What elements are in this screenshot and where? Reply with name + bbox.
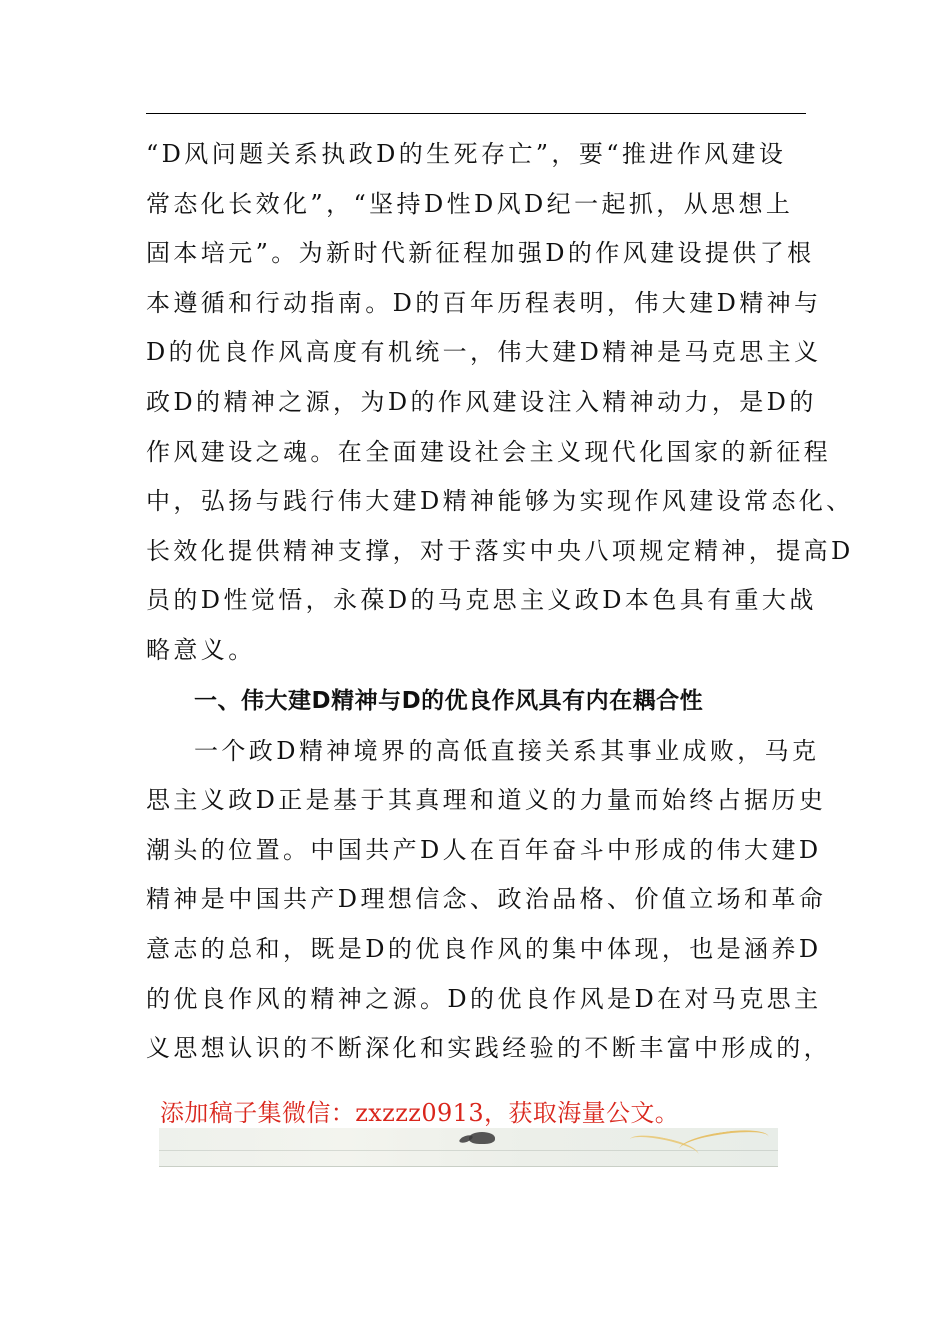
paragraph-line: 略意义。 <box>146 635 256 664</box>
decorative-banner-image <box>159 1128 778 1167</box>
document-body <box>146 130 854 1074</box>
paragraph-line: 意志的总和，既是D的优良作风的集中体现，也是涵养D <box>146 934 822 963</box>
paragraph-line: 本遵循和行动指南。D的百年历程表明，伟大建D精神与 <box>146 288 822 317</box>
paragraph-line: 作风建设之魂。在全面建设社会主义现代化国家的新征程 <box>146 437 831 466</box>
paragraph-line: 一个政D精神境界的高低直接关系其事业成败，马克 <box>194 736 820 765</box>
paragraph-line: 常态化长效化”，“坚持D性D风D纪一起抓，从思想上 <box>146 189 794 218</box>
section-heading: 一、伟大建D精神与D的优良作风具有内在耦合性 <box>194 687 704 714</box>
paragraph-line: 思主义政D正是基于其真理和道义的力量而始终占据历史 <box>146 786 827 815</box>
paragraph-line: 员的D性觉悟，永葆D的马克思主义政D本色具有重大战 <box>146 586 817 615</box>
paragraph-line: 长效化提供精神支撑，对于落实中央八项规定精神，提高D <box>146 536 854 565</box>
paragraph-line: 政D的精神之源，为D的作风建设注入精神动力，是D的 <box>146 387 817 416</box>
paragraph-line: D的优良作风高度有机统一，伟大建D精神是马克思主义 <box>146 338 822 367</box>
paragraph-line: 中，弘扬与践行伟大建D精神能够为实现作风建设常态化、 <box>146 487 854 516</box>
gold-wave-shape <box>678 1128 770 1160</box>
paragraph-line: 义思想认识的不断深化和实践经验的不断丰富中形成的， <box>146 1034 831 1063</box>
paragraph-line: “D风问题关系执政D的生死存亡”，要“推进作风建设 <box>146 140 787 168</box>
bird-icon <box>469 1132 495 1144</box>
paragraph-line: 固本培元”。为新时代新征程加强D的作风建设提供了根 <box>146 239 815 268</box>
header-rule <box>146 113 806 114</box>
paragraph-line: 潮头的位置。中国共产D人在百年奋斗中形成的伟大建D <box>146 835 822 864</box>
paragraph-line: 的优良作风的精神之源。D的优良作风是D在对马克思主 <box>146 984 822 1013</box>
promo-text: 添加稿子集微信：zxzzz0913，获取海量公文。 <box>160 1099 680 1127</box>
paragraph-line: 精神是中国共产D理想信念、政治品格、价值立场和革命 <box>146 885 827 914</box>
